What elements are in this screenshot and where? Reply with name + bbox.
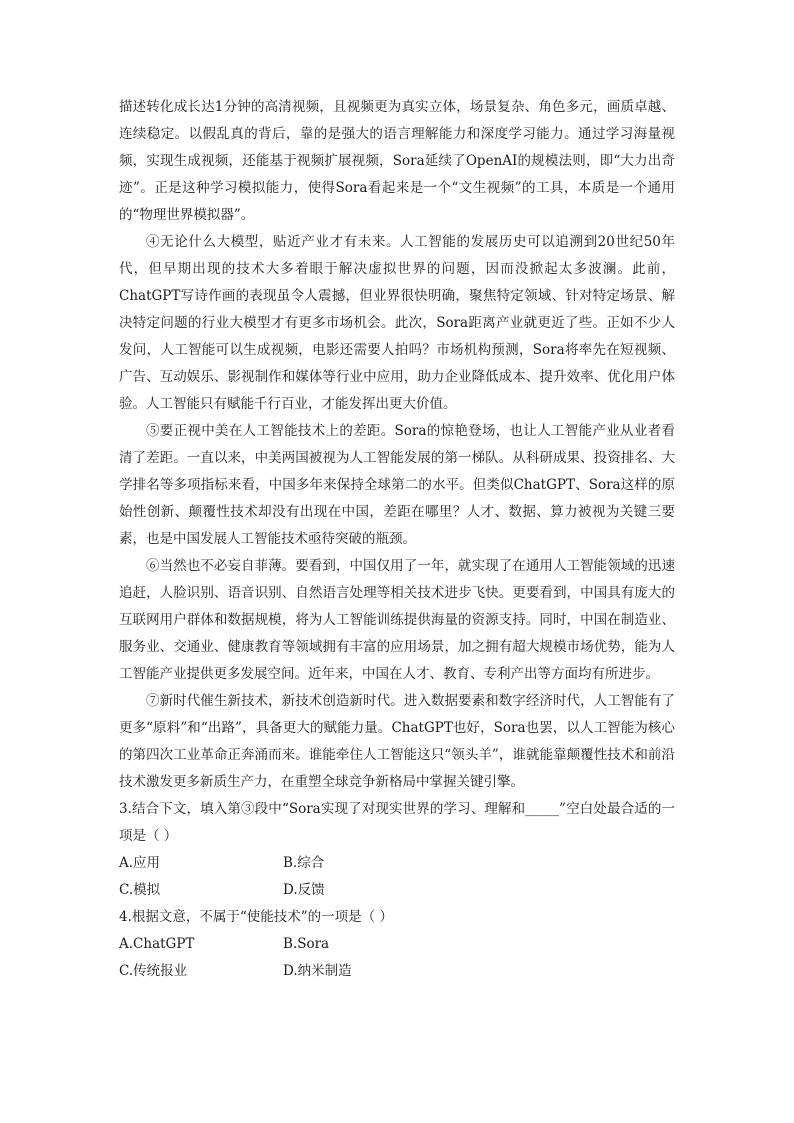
option-c: C.模拟 [119,882,161,898]
question-4 [119,904,675,985]
option-c: C.传统报业 [119,963,188,979]
option-a: A.应用 [119,855,161,871]
paragraph-4: ④无论什么大模型，贴近产业才有未来。人工智能的发展历史可以追溯到20世纪50年代，但早期出现的技术大多着眼于解决虚拟世界的问题，因而没掀起太多波澜。此前，ChatGPT写诗作画的表现虽令人震撼，但业界很快明确，聚焦特定领域、针对特定场景、解决特定问题的行业大模型才有更多市场机会。此次，Sora距离产业就更近了些。正如不少人发问，人工智能可以生成视频，电影还需要人拍吗？市场机构预测，Sora将率先在短视频、广告、互动娱乐、影视制作和媒体等行业中应用，助力企业降低成本、提升效率、优化用户体验。人工智能只有赋能千行百业，才能发挥出更大价值。 [119,234,675,412]
paragraph-7: ⑦新时代催生新技术，新技术创造新时代。进入数据要素和数字经济时代，人工智能有了更多“原料”和“出路”，具备更大的赋能力量。ChatGPT也好，Sora也罢，以人工智能为核心的第四次工业革命正奔涌而来。谁能牵住人工智能这只“领头羊”，谁就能靠颠覆性技术和前沿技术激发更多新质生产力，在重塑全球竞争新格局中掌握关键引擎。 [119,693,675,790]
question-3 [119,796,675,904]
question-4-stem: 4.根据文意，不属于“使能技术”的一项是（ ） [119,909,393,925]
document-page [119,94,675,985]
question-3-options [119,850,675,904]
option-b: B.综合 [283,855,325,871]
option-d: D.纳米制造 [283,963,352,979]
paragraph-6: ⑥当然也不必妄自菲薄。要看到，中国仅用了一年，就实现了在通用人工智能领域的迅速追赶，人脸识别、语音识别、自然语言处理等相关技术进步飞快。更要看到，中国具有庞大的互联网用户群体和数据规模，将为人工智能训练提供海量的资源支持。同时，中国在制造业、服务业、交通业、健康教育等领域拥有丰富的应用场景，加之拥有超大规模市场优势，能为人工智能产业提供更多发展空间。近年来，中国在人才、教育、专利产出等方面均有所进步。 [119,558,675,682]
paragraph-5: ⑤要正视中美在人工智能技术上的差距。Sora的惊艳登场，也让人工智能产业从业者看清了差距。一直以来，中美两国被视为人工智能发展的第一梯队。从科研成果、投资排名、大学排名等多项指标来看，中国多年来保持全球第二的水平。但类似ChatGPT、Sora这样的原始性创新、颠覆性技术却没有出现在中国，差距在哪里？人才、数据、算力被视为关键三要素，也是中国发展人工智能技术亟待突破的瓶颈。 [119,423,675,547]
option-d: D.反馈 [283,882,325,898]
option-a: A.ChatGPT [119,936,195,952]
question-4-options [119,931,675,985]
question-3-stem: 3.结合下文，填入第③段中“Sora实现了对现实世界的学习、理解和_____”空白处最合适的一项是（ ） [119,801,675,844]
option-b: B.Sora [283,936,330,952]
paragraph-continued: 描述转化成长达1分钟的高清视频，且视频更为真实立体，场景复杂、角色多元，画质卓越、连续稳定。以假乱真的背后，靠的是强大的语言理解能力和深度学习能力。通过学习海量视频，实现生成视频，还能基于视频扩展视频，Sora延续了OpenAI的规模法则，即“大力出奇迹”。正是这种学习模拟能力，使得Sora看起来是一个“文生视频”的工具，本质是一个通用的“物理世界模拟器”。 [119,99,675,223]
